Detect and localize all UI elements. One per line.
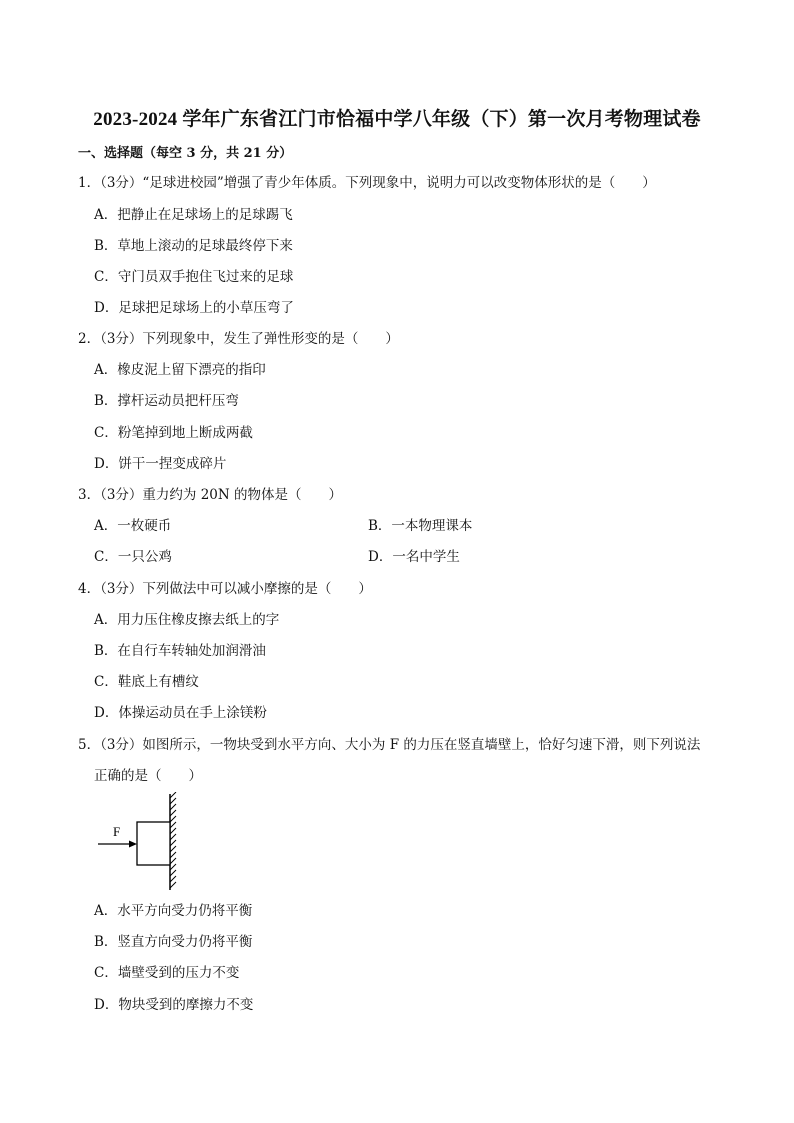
question-1-option-d: D．足球把足球场上的小草压弯了	[94, 300, 294, 316]
question-3-option-a: A．一枚硬币	[94, 518, 172, 534]
question-5-stem-line2: 正确的是（ ）	[94, 768, 202, 784]
block	[137, 822, 170, 865]
question-2-option-c: C．粉笔掉到地上断成两截	[94, 425, 253, 441]
page-title: 2023-2024 学年广东省江门市恰福中学八年级（下）第一次月考物理试卷	[93, 109, 701, 130]
question-3-stem: 3．（3分）重力约为 20N 的物体是（ ）	[78, 487, 343, 503]
question-2-option-d: D．饼干一捏变成碎片	[94, 456, 227, 472]
force-arrow-head	[129, 841, 137, 848]
question-1-option-c: C．守门员双手抱住飞过来的足球	[94, 269, 294, 285]
question-3-option-b: B．一本物理课本	[368, 518, 473, 534]
question-5-option-b: B．竖直方向受力仍将平衡	[94, 934, 253, 950]
question-1-option-b: B．草地上滚动的足球最终停下来	[94, 238, 293, 254]
question-5-option-c: C．墙壁受到的压力不变	[94, 965, 240, 981]
force-diagram	[96, 792, 186, 892]
question-2-option-a: A．橡皮泥上留下漂亮的指印	[94, 362, 266, 378]
question-5-option-a: A．水平方向受力仍将平衡	[94, 903, 253, 919]
question-4-option-b: B．在自行车转轴处加润滑油	[94, 643, 266, 659]
question-4-option-d: D．体操运动员在手上涂镁粉	[94, 705, 267, 721]
question-2-stem: 2．（3分）下列现象中，发生了弹性形变的是（ ）	[78, 331, 399, 347]
question-3-option-d: D．一名中学生	[368, 549, 460, 565]
question-2-option-b: B．撑杆运动员把杆压弯	[94, 393, 239, 409]
question-4-option-a: A．用力压住橡皮擦去纸上的字	[94, 612, 280, 628]
force-label: F	[113, 824, 121, 839]
question-4-stem: 4．（3分）下列做法中可以减小摩擦的是（ ）	[78, 581, 372, 597]
question-5-option-d: D．物块受到的摩擦力不变	[94, 997, 254, 1013]
question-1-option-a: A．把静止在足球场上的足球踢飞	[94, 207, 293, 223]
section-heading: 一、选择题（每空 3 分，共 21 分）	[78, 146, 293, 161]
question-5-stem-line1: 5．（3分）如图所示，一物块受到水平方向、大小为 F 的力压在竖直墙壁上，恰好匀速下滑，则下列说法	[78, 737, 701, 753]
wall-hatching	[170, 792, 176, 888]
question-4-option-c: C．鞋底上有槽纹	[94, 674, 199, 690]
question-1-stem: 1．（3分）“足球进校园”增强了青少年体质。下列现象中，说明力可以改变物体形状的是（ ）	[78, 175, 656, 191]
question-3-option-c: C．一只公鸡	[94, 549, 172, 565]
